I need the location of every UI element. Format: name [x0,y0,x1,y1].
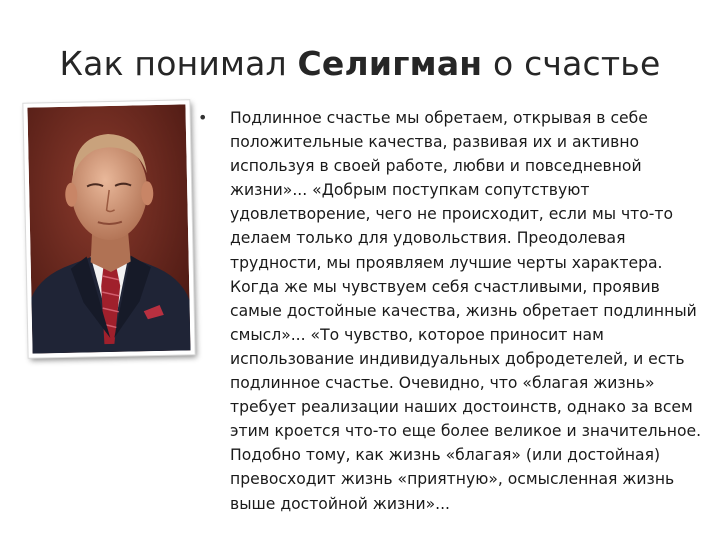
bullet-marker: • [198,108,208,127]
bullet-text: Подлинное счастье мы обретаем, открывая в себе положительные качества, развивая их и активно используя в своей работе, любви и повседневной жизни»... «Добрым поступкам сопутствуют удовлетворение, чего не происходит, если мы что-то делаем только для удовольствия. Преодолевая трудности, мы проявляем лучшие черты характера. Когда же мы чувствуем себя счастливыми, проявив самые достойные качества, жизнь обретает подлинный смысл»... «То чувство, которое приносит нам использование индивидуальных добродетелей, и есть подлинное счастье. Очевидно, что «благая жизнь» требует реализации наших достоинств, однако за всем этим кроется что-то еще более великое и значительное. Подобно тому, как жизнь «благая» (или достойная) превосходит жизнь «приятную», осмысленная жизнь выше достойной жизни»... [230,109,702,513]
title-prefix: Как понимал [59,44,298,83]
bullet-list [198,106,702,516]
slide-title [0,44,720,83]
title-suffix: о счастье [482,44,661,83]
portrait-photo-frame [23,100,194,357]
title-name: Селигман [297,44,483,83]
portrait-photo [27,104,190,353]
list-item [198,106,702,516]
